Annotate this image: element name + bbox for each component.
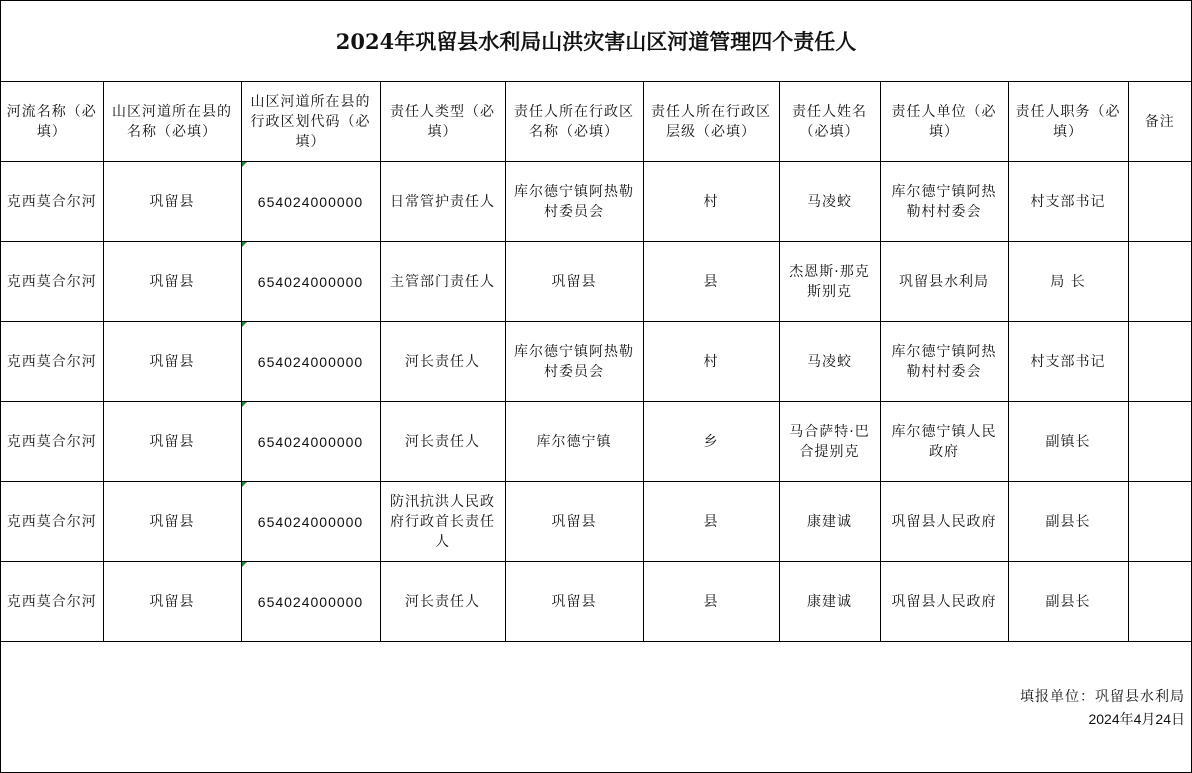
header-row [1, 82, 1191, 162]
text-format-flag-icon [242, 402, 247, 407]
reporting-unit: 填报单位：巩留县水利局 [1020, 689, 1185, 705]
cell-unit[interactable]: 库尔德宁镇阿热勒村村委会 [880, 322, 1008, 402]
table-row [1, 402, 1191, 482]
cell-level[interactable]: 村 [643, 322, 779, 402]
table-row [1, 242, 1191, 322]
table-row [1, 322, 1191, 402]
cell-unit[interactable]: 巩留县水利局 [880, 242, 1008, 322]
column-header-name: 责任人姓名（必填） [779, 82, 880, 162]
report-date: 2024年4月24日 [1088, 711, 1185, 727]
cell-region[interactable]: 巩留县 [505, 562, 643, 642]
cell-county[interactable]: 巩留县 [103, 562, 241, 642]
cell-name[interactable]: 马合萨特·巴合提别克 [779, 402, 880, 482]
cell-region[interactable]: 巩留县 [505, 242, 643, 322]
cell-county[interactable]: 巩留县 [103, 482, 241, 562]
cell-code[interactable]: 654024000000 [241, 482, 380, 562]
cell-name[interactable]: 康建诚 [779, 482, 880, 562]
text-format-flag-icon [242, 562, 247, 567]
column-header-river: 河流名称（必填） [1, 82, 103, 162]
cell-name[interactable]: 马凌蛟 [779, 162, 880, 242]
cell-note[interactable] [1128, 242, 1191, 322]
cell-name[interactable]: 杰恩斯·那克斯别克 [779, 242, 880, 322]
cell-note[interactable] [1128, 162, 1191, 242]
cell-note[interactable] [1128, 482, 1191, 562]
cell-county[interactable]: 巩留县 [103, 242, 241, 322]
cell-level[interactable]: 乡 [643, 402, 779, 482]
responsibility-table [1, 81, 1191, 642]
column-header-note: 备注 [1128, 82, 1191, 162]
column-header-position: 责任人职务（必填） [1008, 82, 1128, 162]
cell-county[interactable]: 巩留县 [103, 402, 241, 482]
cell-river[interactable]: 克西莫合尔河 [1, 162, 103, 242]
cell-river[interactable]: 克西莫合尔河 [1, 402, 103, 482]
cell-position[interactable]: 村支部书记 [1008, 162, 1128, 242]
cell-river[interactable]: 克西莫合尔河 [1, 242, 103, 322]
cell-river[interactable]: 克西莫合尔河 [1, 482, 103, 562]
table-row [1, 482, 1191, 562]
cell-position[interactable]: 副县长 [1008, 562, 1128, 642]
column-header-county: 山区河道所在县的名称（必填） [103, 82, 241, 162]
cell-unit[interactable]: 巩留县人民政府 [880, 482, 1008, 562]
cell-position[interactable]: 副县长 [1008, 482, 1128, 562]
cell-name[interactable]: 马凌蛟 [779, 322, 880, 402]
text-format-flag-icon [242, 162, 247, 167]
cell-unit[interactable]: 库尔德宁镇阿热勒村村委会 [880, 162, 1008, 242]
cell-county[interactable]: 巩留县 [103, 162, 241, 242]
text-format-flag-icon [242, 242, 247, 247]
cell-code[interactable]: 654024000000 [241, 162, 380, 242]
cell-position[interactable]: 副镇长 [1008, 402, 1128, 482]
cell-level[interactable]: 县 [643, 482, 779, 562]
cell-level[interactable]: 县 [643, 242, 779, 322]
column-header-level: 责任人所在行政区层级（必填） [643, 82, 779, 162]
cell-position[interactable]: 村支部书记 [1008, 322, 1128, 402]
column-header-unit: 责任人单位（必填） [880, 82, 1008, 162]
column-header-code: 山区河道所在县的行政区划代码（必填） [241, 82, 380, 162]
cell-level[interactable]: 县 [643, 562, 779, 642]
cell-note[interactable] [1128, 322, 1191, 402]
text-format-flag-icon [242, 322, 247, 327]
cell-type[interactable]: 主管部门责任人 [380, 242, 505, 322]
cell-type[interactable]: 防汛抗洪人民政府行政首长责任人 [380, 482, 505, 562]
cell-region[interactable]: 库尔德宁镇阿热勒村委员会 [505, 322, 643, 402]
cell-note[interactable] [1128, 402, 1191, 482]
page-title: 2024年巩留县水利局山洪灾害山区河道管理四个责任人 [1, 1, 1191, 82]
cell-code[interactable]: 654024000000 [241, 402, 380, 482]
cell-county[interactable]: 巩留县 [103, 322, 241, 402]
cell-code[interactable]: 654024000000 [241, 322, 380, 402]
cell-note[interactable] [1128, 562, 1191, 642]
cell-river[interactable]: 克西莫合尔河 [1, 322, 103, 402]
cell-river[interactable]: 克西莫合尔河 [1, 562, 103, 642]
cell-code[interactable]: 654024000000 [241, 562, 380, 642]
cell-type[interactable]: 河长责任人 [380, 322, 505, 402]
cell-unit[interactable]: 库尔德宁镇人民政府 [880, 402, 1008, 482]
cell-position[interactable]: 局 长 [1008, 242, 1128, 322]
table-row [1, 162, 1191, 242]
cell-name[interactable]: 康建诚 [779, 562, 880, 642]
cell-type[interactable]: 河长责任人 [380, 402, 505, 482]
cell-region[interactable]: 库尔德宁镇 [505, 402, 643, 482]
cell-region[interactable]: 库尔德宁镇阿热勒村委员会 [505, 162, 643, 242]
cell-region[interactable]: 巩留县 [505, 482, 643, 562]
cell-unit[interactable]: 巩留县人民政府 [880, 562, 1008, 642]
cell-type[interactable]: 日常管护责任人 [380, 162, 505, 242]
table-row [1, 562, 1191, 642]
cell-code[interactable]: 654024000000 [241, 242, 380, 322]
cell-level[interactable]: 村 [643, 162, 779, 242]
column-header-type: 责任人类型（必填） [380, 82, 505, 162]
column-header-region: 责任人所在行政区名称（必填） [505, 82, 643, 162]
text-format-flag-icon [242, 482, 247, 487]
cell-type[interactable]: 河长责任人 [380, 562, 505, 642]
